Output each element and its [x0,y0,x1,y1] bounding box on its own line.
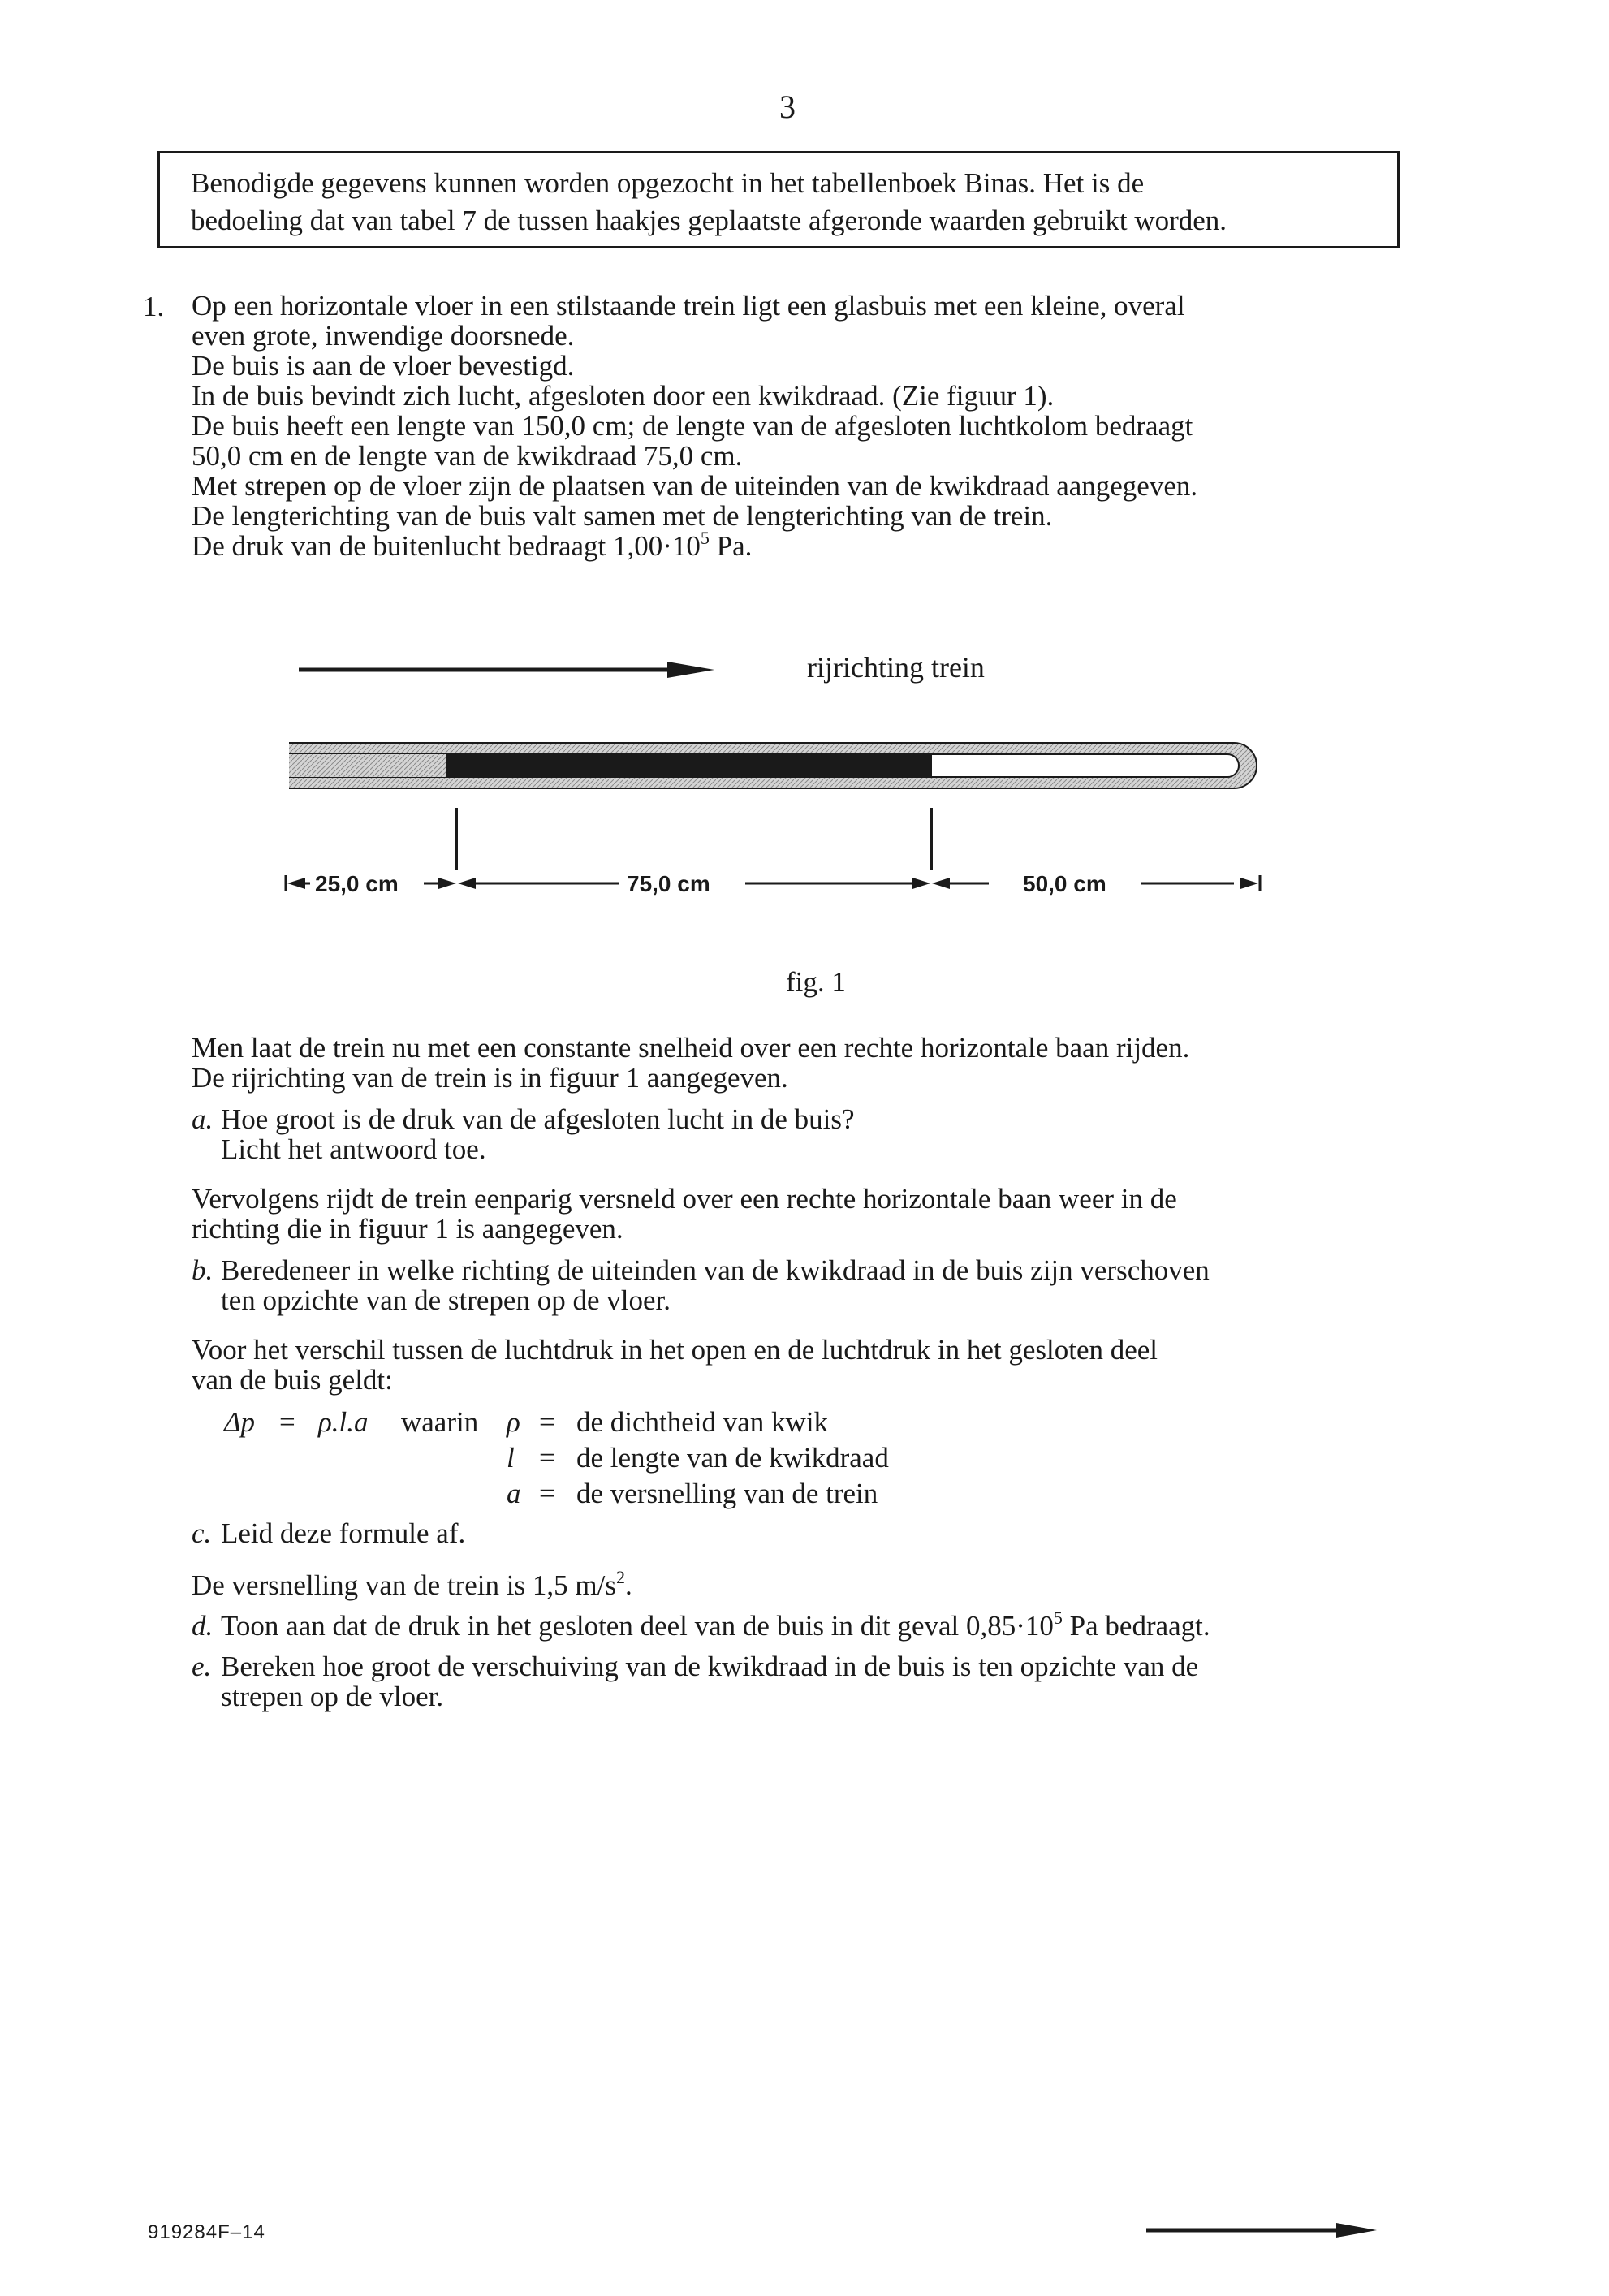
page-number: 3 [779,88,796,125]
dimension-right: 50,0 cm [1023,871,1106,896]
item-e: e. Bereken hoe groot de verschuiving van de kwikdraad in de buis is ten opzichte van de strepen op de vloer. [192,1651,1199,1712]
formula-rhs: ρ.l.a [318,1406,369,1438]
item-letter: e. [192,1651,212,1682]
formula-equals: = [279,1406,295,1438]
glass-tube [289,743,1257,788]
question-number: 1. [143,291,165,322]
dimension-middle: 75,0 cm [627,871,710,896]
intro-line: 50,0 cm en de lengte van de kwikdraad 75,0 cm. [192,440,743,472]
item-d: d. Toon aan dat de druk in het gesloten deel van de buis in dit geval $0,85\cdot 10^5$ Pa bedraagt. [192,1608,1210,1642]
def-symbol: ρ [507,1406,520,1438]
dimension-left: 25,0 cm [315,871,399,896]
item-letter: d. [192,1610,214,1642]
intro-line: even grote, inwendige doorsnede. [192,320,575,352]
notice-line: Benodigde gegevens kunnen worden opgezocht in het tabellenboek Binas. Het is de [191,167,1145,199]
item-b: b. Beredeneer in welke richting de uiteinden van de kwikdraad in de buis zijn verschoven ten opzichte van de strepen op de vloer. [192,1254,1210,1316]
next-page-arrow-icon [1145,2218,1380,2242]
def-description: de lengte van de kwikdraad [576,1442,889,1474]
notice-line: bedoeling dat van tabel 7 de tussen haakjes geplaatste afgeronde waarden gebruikt worden. [191,205,1227,236]
formula-waarin: waarin [401,1406,479,1438]
item-c: c. Leid deze formule af. [192,1517,466,1549]
intro-line: In de buis bevindt zich lucht, afgesloten door een kwikdraad. (Zie figuur 1). [192,380,1055,412]
def-equals: = [539,1406,555,1438]
paragraph-constant-speed: Men laat de trein nu met een constante snelheid over een rechte horizontale baan rijden. De rijrichting van de trein is in figuur 1 aangegeven. [192,1032,1190,1094]
direction-arrow [299,662,714,678]
def-symbol: l [507,1442,515,1474]
intro-line: De buis heeft een lengte van 150,0 cm; de lengte van de afgesloten luchtkolom bedraagt [192,410,1193,442]
item-letter: a. [192,1103,214,1135]
formula: Δp [224,1406,256,1438]
def-symbol: a [507,1478,521,1509]
dimension-lines [286,875,1260,891]
def-equals: = [539,1442,555,1474]
item-letter: b. [192,1254,214,1286]
footer-code: 919284F–14 [148,2221,265,2243]
acceleration-value: De versnelling van de trein is 1,5 $m/s^2$. [192,1567,632,1601]
intro-line: Met strepen op de vloer zijn de plaatsen van de uiteinden van de kwikdraad aangegeven. [192,470,1198,502]
direction-label: rijrichting trein [807,651,985,684]
intro-line: De lengterichting van de buis valt samen met de lengterichting van de trein. [192,500,1053,532]
def-equals: = [539,1478,555,1509]
notice-box [157,151,1400,248]
item-a: a. Hoe groot is de druk van de afgesloten lucht in de buis? Licht het antwoord toe. [192,1103,855,1165]
figure-caption: fig. 1 [786,966,846,998]
figure-tube [0,633,1609,926]
item-letter: c. [192,1517,212,1549]
paragraph-formula-intro: Voor het verschil tussen de luchtdruk in het open en de luchtdruk in het gesloten deel van de buis geldt: [192,1334,1158,1396]
pressure-line: De druk van de buitenlucht bedraagt $1,00\cdot 10^5$ Pa. [192,528,753,562]
paragraph-accelerating: Vervolgens rijdt de trein eenparig versneld over een rechte horizontale baan weer in de richting die in figuur 1 is aangegeven. [192,1183,1177,1245]
mercury-thread [446,754,932,777]
intro-line: De buis is aan de vloer bevestigd. [192,350,575,382]
def-description: de versnelling van de trein [576,1478,878,1509]
question-intro [192,291,1409,561]
def-description: de dichtheid van kwik [576,1406,829,1438]
intro-line: Op een horizontale vloer in een stilstaande trein ligt een glasbuis met een kleine, overal [192,290,1185,322]
